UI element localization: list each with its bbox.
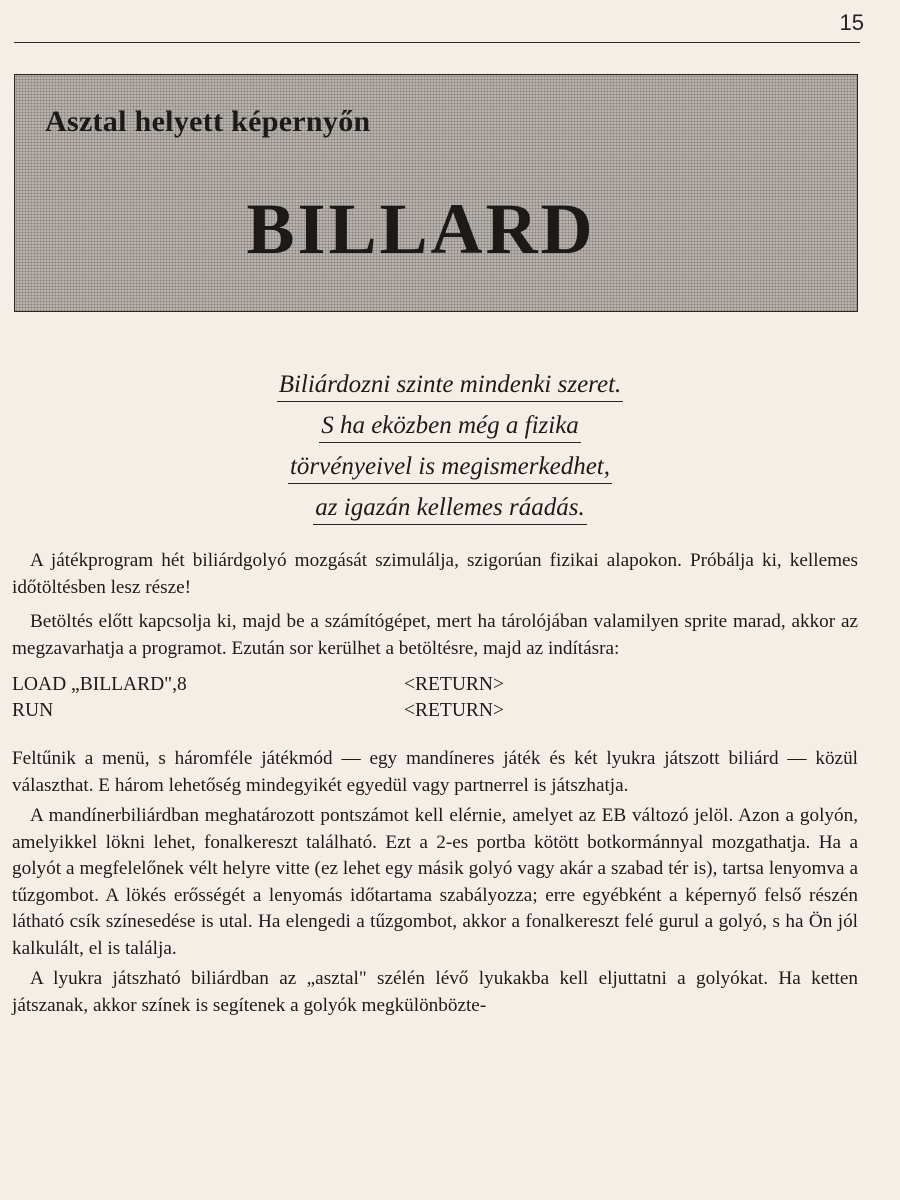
paragraph: A lyukra játszható biliárdban az „asztal" szélén lévő lyukakba kell eljuttatni a golyókat. Ha ketten játszanak, akkor színek is segítenek a golyók megkülönbözte- [12, 968, 858, 1016]
top-rule [14, 42, 860, 43]
intro-line: Biliárdozni szinte mindenki szeret. [277, 368, 624, 402]
command-line [12, 672, 858, 698]
title-banner [14, 74, 858, 312]
intro-lead [0, 366, 900, 530]
command-text: LOAD „BILLARD",8 [12, 674, 187, 695]
command-key: <RETURN> [404, 700, 504, 721]
command-key: <RETURN> [404, 674, 504, 695]
paragraph: A játékprogram hét biliárdgolyó mozgását szimulálja, szigorúan fizikai alapokon. Próbálja ki, kellemes időtöltésben lesz része! [12, 550, 858, 598]
command-line [12, 698, 858, 724]
article-title [15, 189, 857, 269]
command-text: RUN [12, 700, 54, 721]
paragraph: A mandínerbiliárdban meghatározott pontszámot kell elérnie, amelyet az EB változó jelöl. Azon a golyón, amelyikkel lökni lehet, fonalkereszt található. Ezt a 2-es portba kötött botkormánnyal mozgathatja. Ha a golyót a megfelelőnek vélt helyre vitte (ez lehet egy másik golyó vagy akár a szabad tér is), tartsa lenyomva a tűzgombot. A lökés erősségét a lenyomás időtartama szabályozza; erre egyébként a képernyő felső részén látható csík színesedése is utal. Ha elengedi a tűzgombot, akkor a fonalkereszt felé gurul a golyó, s ha Ön jól kalkulált, el is találja. [12, 805, 858, 959]
article-title-text: BILLARD [246, 189, 596, 269]
paragraph: Betöltés előtt kapcsolja ki, majd be a számítógépet, mert ha tárolójában valamilyen sprite marad, akkor az megzavarhatja a programot. Ezután sor kerülhet a betöltésre, majd az indításra: [12, 611, 858, 659]
intro-line: törvényeivel is megismerkedhet, [288, 450, 612, 484]
article-subtitle: Asztal helyett képernyőn [45, 105, 371, 138]
intro-line: az igazán kellemes ráadás. [313, 491, 586, 525]
article-body [12, 548, 858, 1019]
paragraph: Feltűnik a menü, s háromféle játékmód — egy mandíneres játék és két lyukra játszott biliárd — közül választhat. E három lehetőség mindegyikét egyedül vagy partnerrel is játszhatja. [12, 748, 858, 796]
page-number: 15 [839, 10, 864, 35]
intro-line: S ha eközben még a fizika [319, 409, 581, 443]
